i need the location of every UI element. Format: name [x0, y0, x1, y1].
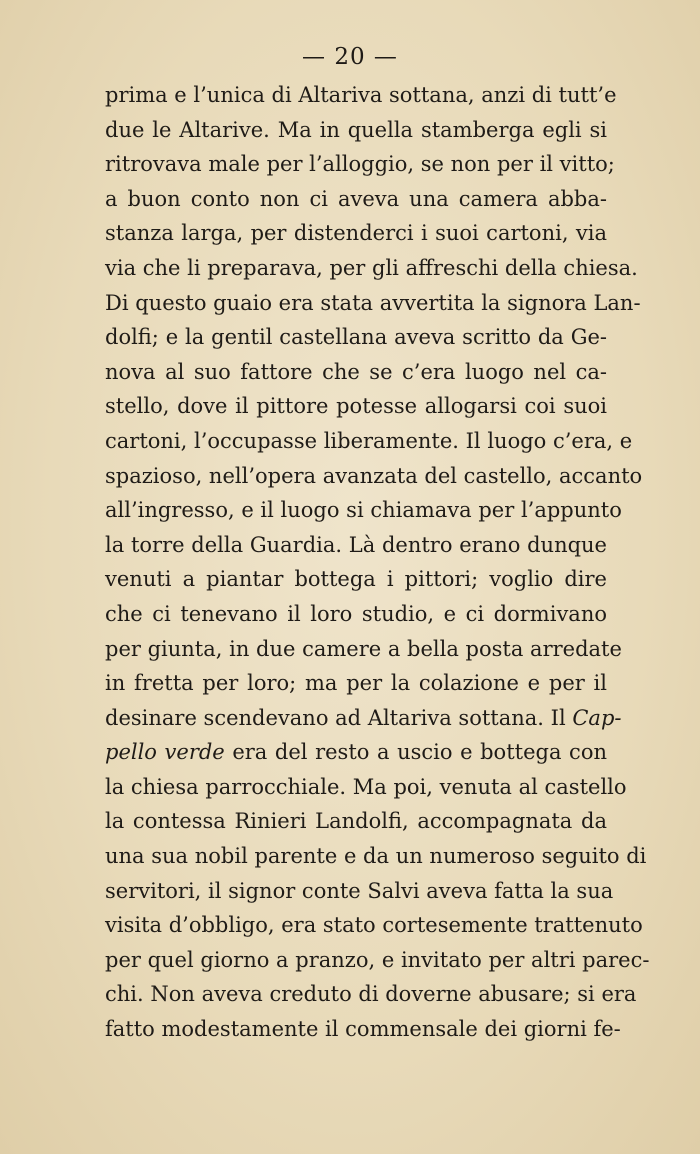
text-line: la chiesa parrocchiale. Ma poi, venuta al castello [105, 774, 627, 799]
text-line: stello, dove il pittore potesse allogarsi coi suoi [105, 394, 607, 419]
italic-word: Cap- [572, 705, 622, 730]
text-line: due le Altarive. Ma in quella stamberga egli si [105, 117, 607, 142]
text-line: chi. Non aveva creduto di doverne abusare; si era [105, 982, 637, 1007]
text-line: Di questo guaio era stata avvertita la signora Lan- [105, 290, 641, 315]
text-line: a buon conto non ci aveva una camera abba- [105, 186, 607, 211]
text-line: spazioso, nell’opera avanzata del castello, accanto [105, 463, 643, 488]
text-line: nova al suo fattore che se c’era luogo nel ca- [105, 359, 607, 384]
text-line: per giunta, in due camere a bella posta arredate [105, 636, 622, 661]
text-line-with-italic [105, 701, 622, 736]
text-line: fatto modestamente il commensale dei giorni fe- [105, 1017, 621, 1042]
text-line: una sua nobil parente e da un numeroso seguito di [105, 844, 647, 869]
text-line: servitori, il signor conte Salvi aveva fatta la sua [105, 878, 614, 903]
text-line: la torre della Guardia. Là dentro erano dunque [105, 532, 607, 557]
body-text [105, 78, 650, 1047]
text-line: in fretta per loro; ma per la colazione e per il [105, 671, 607, 696]
text-line: all’ingresso, e il luogo si chiamava per l’appunto [105, 498, 622, 523]
text-line: dolfi; e la gentil castellana aveva scritto da Ge- [105, 325, 607, 350]
text-line: venuti a piantar bottega i pittori; voglio dire [105, 567, 607, 592]
text-line: stanza larga, per distenderci i suoi cartoni, via [105, 221, 607, 246]
text-line: via che li preparava, per gli affreschi della chiesa. [105, 255, 638, 280]
text-line: cartoni, l’occupasse liberamente. Il luogo c’era, e [105, 428, 633, 453]
text-segment: desinare scendevano ad Altariva sottana. Il [105, 705, 566, 730]
page-number: — 20 — [302, 44, 398, 70]
italic-phrase: pello verde [105, 740, 225, 765]
text-line: per quel giorno a pranzo, e invitato per altri parec- [105, 947, 650, 972]
text-line: la contessa Rinieri Landolfi, accompagnata da [105, 809, 607, 834]
text-segment: era del resto a uscio e bottega con [232, 740, 607, 765]
text-line: visita d’obbligo, era stato cortesemente trattenuto [105, 913, 643, 938]
text-line: ritrovava male per l’alloggio, se non per il vitto; [105, 152, 615, 177]
text-line: prima e l’unica di Altariva sottana, anzi di tutt’e [105, 83, 617, 107]
text-line-with-italic [105, 735, 607, 770]
text-line: che ci tenevano il loro studio, e ci dormivano [105, 601, 607, 626]
